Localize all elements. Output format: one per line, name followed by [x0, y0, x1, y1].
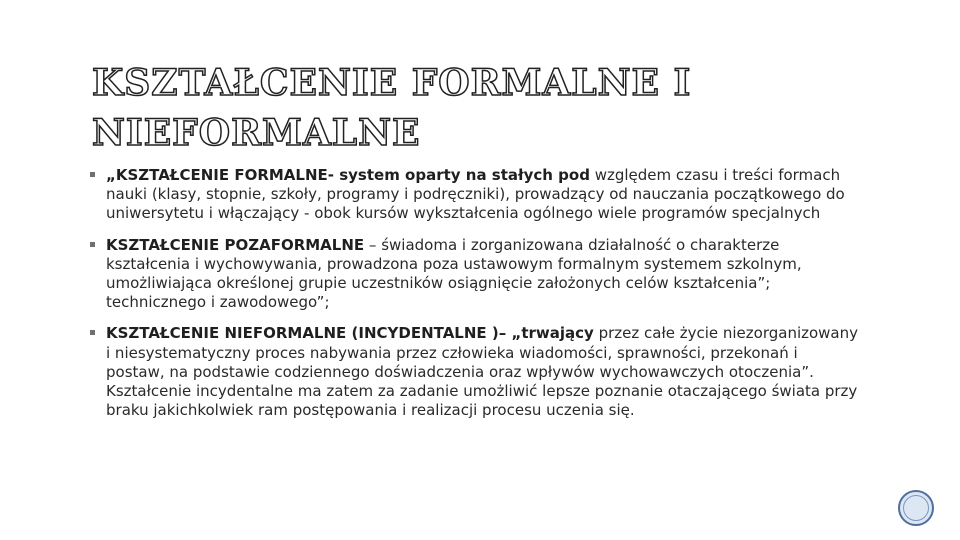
bullet-list	[90, 166, 860, 432]
bullet-lead: KSZTAŁCENIE POZAFORMALNE	[106, 235, 365, 254]
bullet-text: przez całe życie niezorganizowany i niesystematyczny proces nabywania przez człowieka wiadomości, sprawności, przekonań i postaw, na podstawie codziennego doświadczenia oraz wpływów wychowawczych otoczenia”. Kształcenie incydentalne ma zatem za zadanie umożliwić lepsze poznanie otaczającego świata przy braku jakichkolwiek ram postępowania i realizacji procesu uczenia się.	[106, 324, 859, 420]
bullet-lead: „KSZTAŁCENIE FORMALNE- system oparty na stałych pod	[106, 166, 590, 184]
slide-nav-circle-icon[interactable]	[898, 490, 934, 526]
bullet-lead: KSZTAŁCENIE NIEFORMALNE (INCYDENTALNE )– „trwający	[106, 324, 594, 343]
square-bullet-icon	[90, 172, 95, 177]
bullet-item-nonformal	[90, 236, 860, 313]
slide-title	[92, 58, 812, 158]
slide-title-line1: KSZTAŁCENIE FORMALNE I	[92, 62, 692, 104]
slide-nav-inner-ring	[903, 495, 929, 521]
square-bullet-icon	[90, 330, 95, 335]
square-bullet-icon	[90, 242, 95, 247]
slide-title-line2: NIEFORMALNE	[92, 112, 421, 154]
bullet-text: względem czasu i treści formach nauki (klasy, stopnie, szkoły, programy i podręczniki), prowadzący od nauczania początkowego do uniwersytetu i włączający - obok kursów wykształcenia ogólnego wiele programów specjalnych	[106, 166, 845, 223]
bullet-text: – świadoma i zorganizowana działalność o charakterze kształcenia i wychowywania, prowadzona poza ustawowym formalnym systemem szkolnym, umożliwiająca określonej grupie uczestników osiągnięcie założonych celów kształcenia”; technicznego i zawodowego”;	[106, 235, 802, 312]
bullet-item-informal	[90, 324, 860, 420]
bullet-item-formal	[90, 166, 860, 224]
